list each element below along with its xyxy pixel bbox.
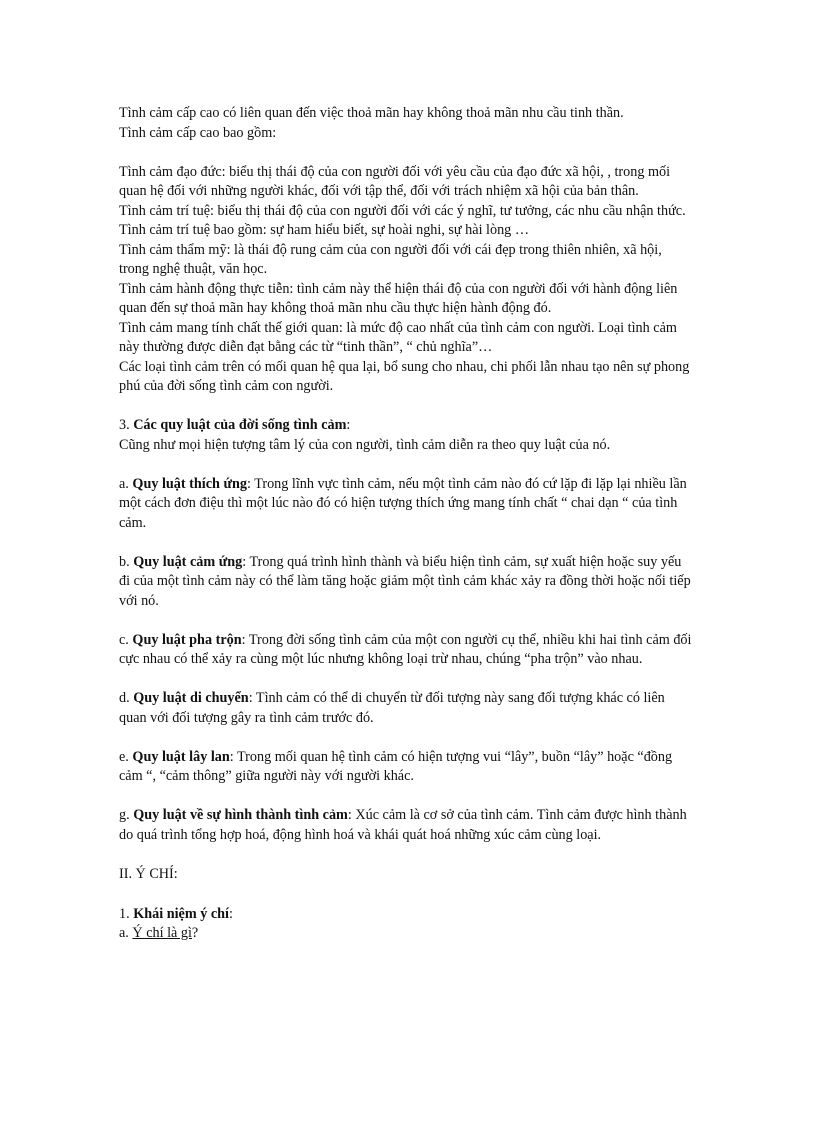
- question-prefix: a.: [119, 925, 129, 941]
- concept-number: 1.: [119, 905, 130, 922]
- part-2-heading: II. Ý CHÍ:: [119, 866, 178, 882]
- law-text: : Trong quá trình hình thành và biểu hiện tình cảm, sự xuất hiện hoặc suy yếu đi của một tình cảm này có thể làm tăng hoặc giảm một tình cảm khác xảy ra đồng thời hoặc nối tiếp với nó.: [119, 553, 691, 609]
- law-paragraph: [119, 475, 694, 534]
- type-moral: Tình cảm đạo đức: biểu thị thái độ của con người đối với yêu cầu của đạo đức xã hội, , trong mối quan hệ đối với những người khác, đối với tập thể, đối với trách nhiệm xã hội của bản thân.: [119, 163, 671, 199]
- law-text: : Trong mối quan hệ tình cảm có hiện tượng vui “lây”, buồn “lây” hoặc “đồng cảm “, “cảm thông” giữa người này với người khác.: [119, 748, 673, 784]
- law-prefix: e.: [119, 748, 129, 765]
- law-paragraph: [119, 689, 694, 728]
- law-prefix: d.: [119, 690, 130, 706]
- law-prefix: g.: [119, 807, 130, 823]
- question-text: Ý chí là gì: [132, 925, 192, 941]
- section-3-title: Các quy luật của đời sống tình cảm: [133, 417, 347, 433]
- types-summary: Các loại tình cảm trên có mối quan hệ qua lại, bổ sung cho nhau, chi phối lẫn nhau tạo nên sự phong phú của đời sống tình cảm con người.: [119, 358, 690, 394]
- law-name: Quy luật di chuyển: [133, 690, 249, 706]
- type-intellectual: Tình cảm trí tuệ: biểu thị thái độ của con người đối với các ý nghĩ, tư tưởng, các nhu cầu nhận thức. Tình cảm trí tuệ bao gồm: sự ham hiểu biết, sự hoài nghi, sự hài lòng …: [119, 202, 686, 238]
- type-worldview: Tình cảm mang tính chất thế giới quan: là mức độ cao nhất của tình cảm con người. Loại tình cảm này thường được diễn đạt bằng các từ “tinh thần”, “ chủ nghĩa”…: [119, 319, 677, 355]
- question-line: [119, 924, 694, 944]
- law-paragraph: [119, 806, 694, 845]
- concept-heading: [119, 905, 694, 925]
- law-name: Quy luật thích ứng: [132, 475, 247, 492]
- intro-line-2: Tình cảm cấp cao bao gồm:: [119, 124, 277, 141]
- law-paragraph: [119, 553, 694, 612]
- law-text: : Tình cảm có thể di chuyển từ đối tượng này sang đối tượng khác có liên quan với đối tượng gây ra tình cảm trước đó.: [119, 690, 665, 726]
- document-page: [119, 104, 694, 944]
- type-aesthetic: Tình cảm thẩm mỹ: là thái độ rung cảm của con người đối với cái đẹp trong thiên nhiên, xã hội, trong nghệ thuật, văn học.: [119, 241, 662, 277]
- section-3-desc: Cũng như mọi hiện tượng tâm lý của con người, tình cảm diễn ra theo quy luật của nó.: [119, 436, 611, 453]
- law-prefix: a.: [119, 475, 129, 492]
- law-name: Quy luật về sự hình thành tình cảm: [133, 807, 348, 823]
- law-name: Quy luật pha trộn: [132, 631, 242, 648]
- law-prefix: b.: [119, 553, 130, 570]
- section-3-colon: :: [346, 417, 351, 433]
- type-practical: Tình cảm hành động thực tiễn: tình cảm này thể hiện thái độ của con người đối với hành động liên quan đến sự thoả mãn hay không thoả mãn nhu cầu thực hiện hành động đó.: [119, 280, 678, 316]
- law-text: : Xúc cảm là cơ sở của tình cảm. Tình cảm được hình thành do quá trình tổng hợp hoá, động hình hoá và khái quát hoá những xúc cảm cùng loại.: [119, 807, 687, 843]
- section-3-number: 3.: [119, 417, 130, 433]
- law-name: Quy luật cảm ứng: [133, 553, 243, 570]
- law-prefix: c.: [119, 631, 129, 648]
- law-paragraph: [119, 631, 694, 670]
- concept-colon: :: [228, 905, 233, 922]
- concept-title: Khái niệm ý chí: [133, 905, 229, 922]
- law-text: : Trong lĩnh vực tình cảm, nếu một tình cảm nào đó cứ lặp đi lặp lại nhiều lần một cách đơn điệu thì một lúc nào đó có hiện tượng thích ứng mang tính chất “ chai dạn “ của tình cảm.: [119, 475, 687, 531]
- law-paragraph: [119, 748, 694, 787]
- question-mark: ?: [191, 925, 199, 941]
- section-3-heading: [119, 416, 694, 436]
- law-name: Quy luật lây lan: [132, 748, 230, 765]
- intro-line-1: Tình cảm cấp cao có liên quan đến việc thoả mãn hay không thoả mãn nhu cầu tinh thần.: [119, 105, 624, 121]
- law-text: : Trong đời sống tình cảm của một con người cụ thể, nhiều khi hai tình cảm đối cực nhau có thể xảy ra cùng một lúc nhưng không loại trừ nhau, chúng “pha trộn” vào nhau.: [119, 631, 692, 667]
